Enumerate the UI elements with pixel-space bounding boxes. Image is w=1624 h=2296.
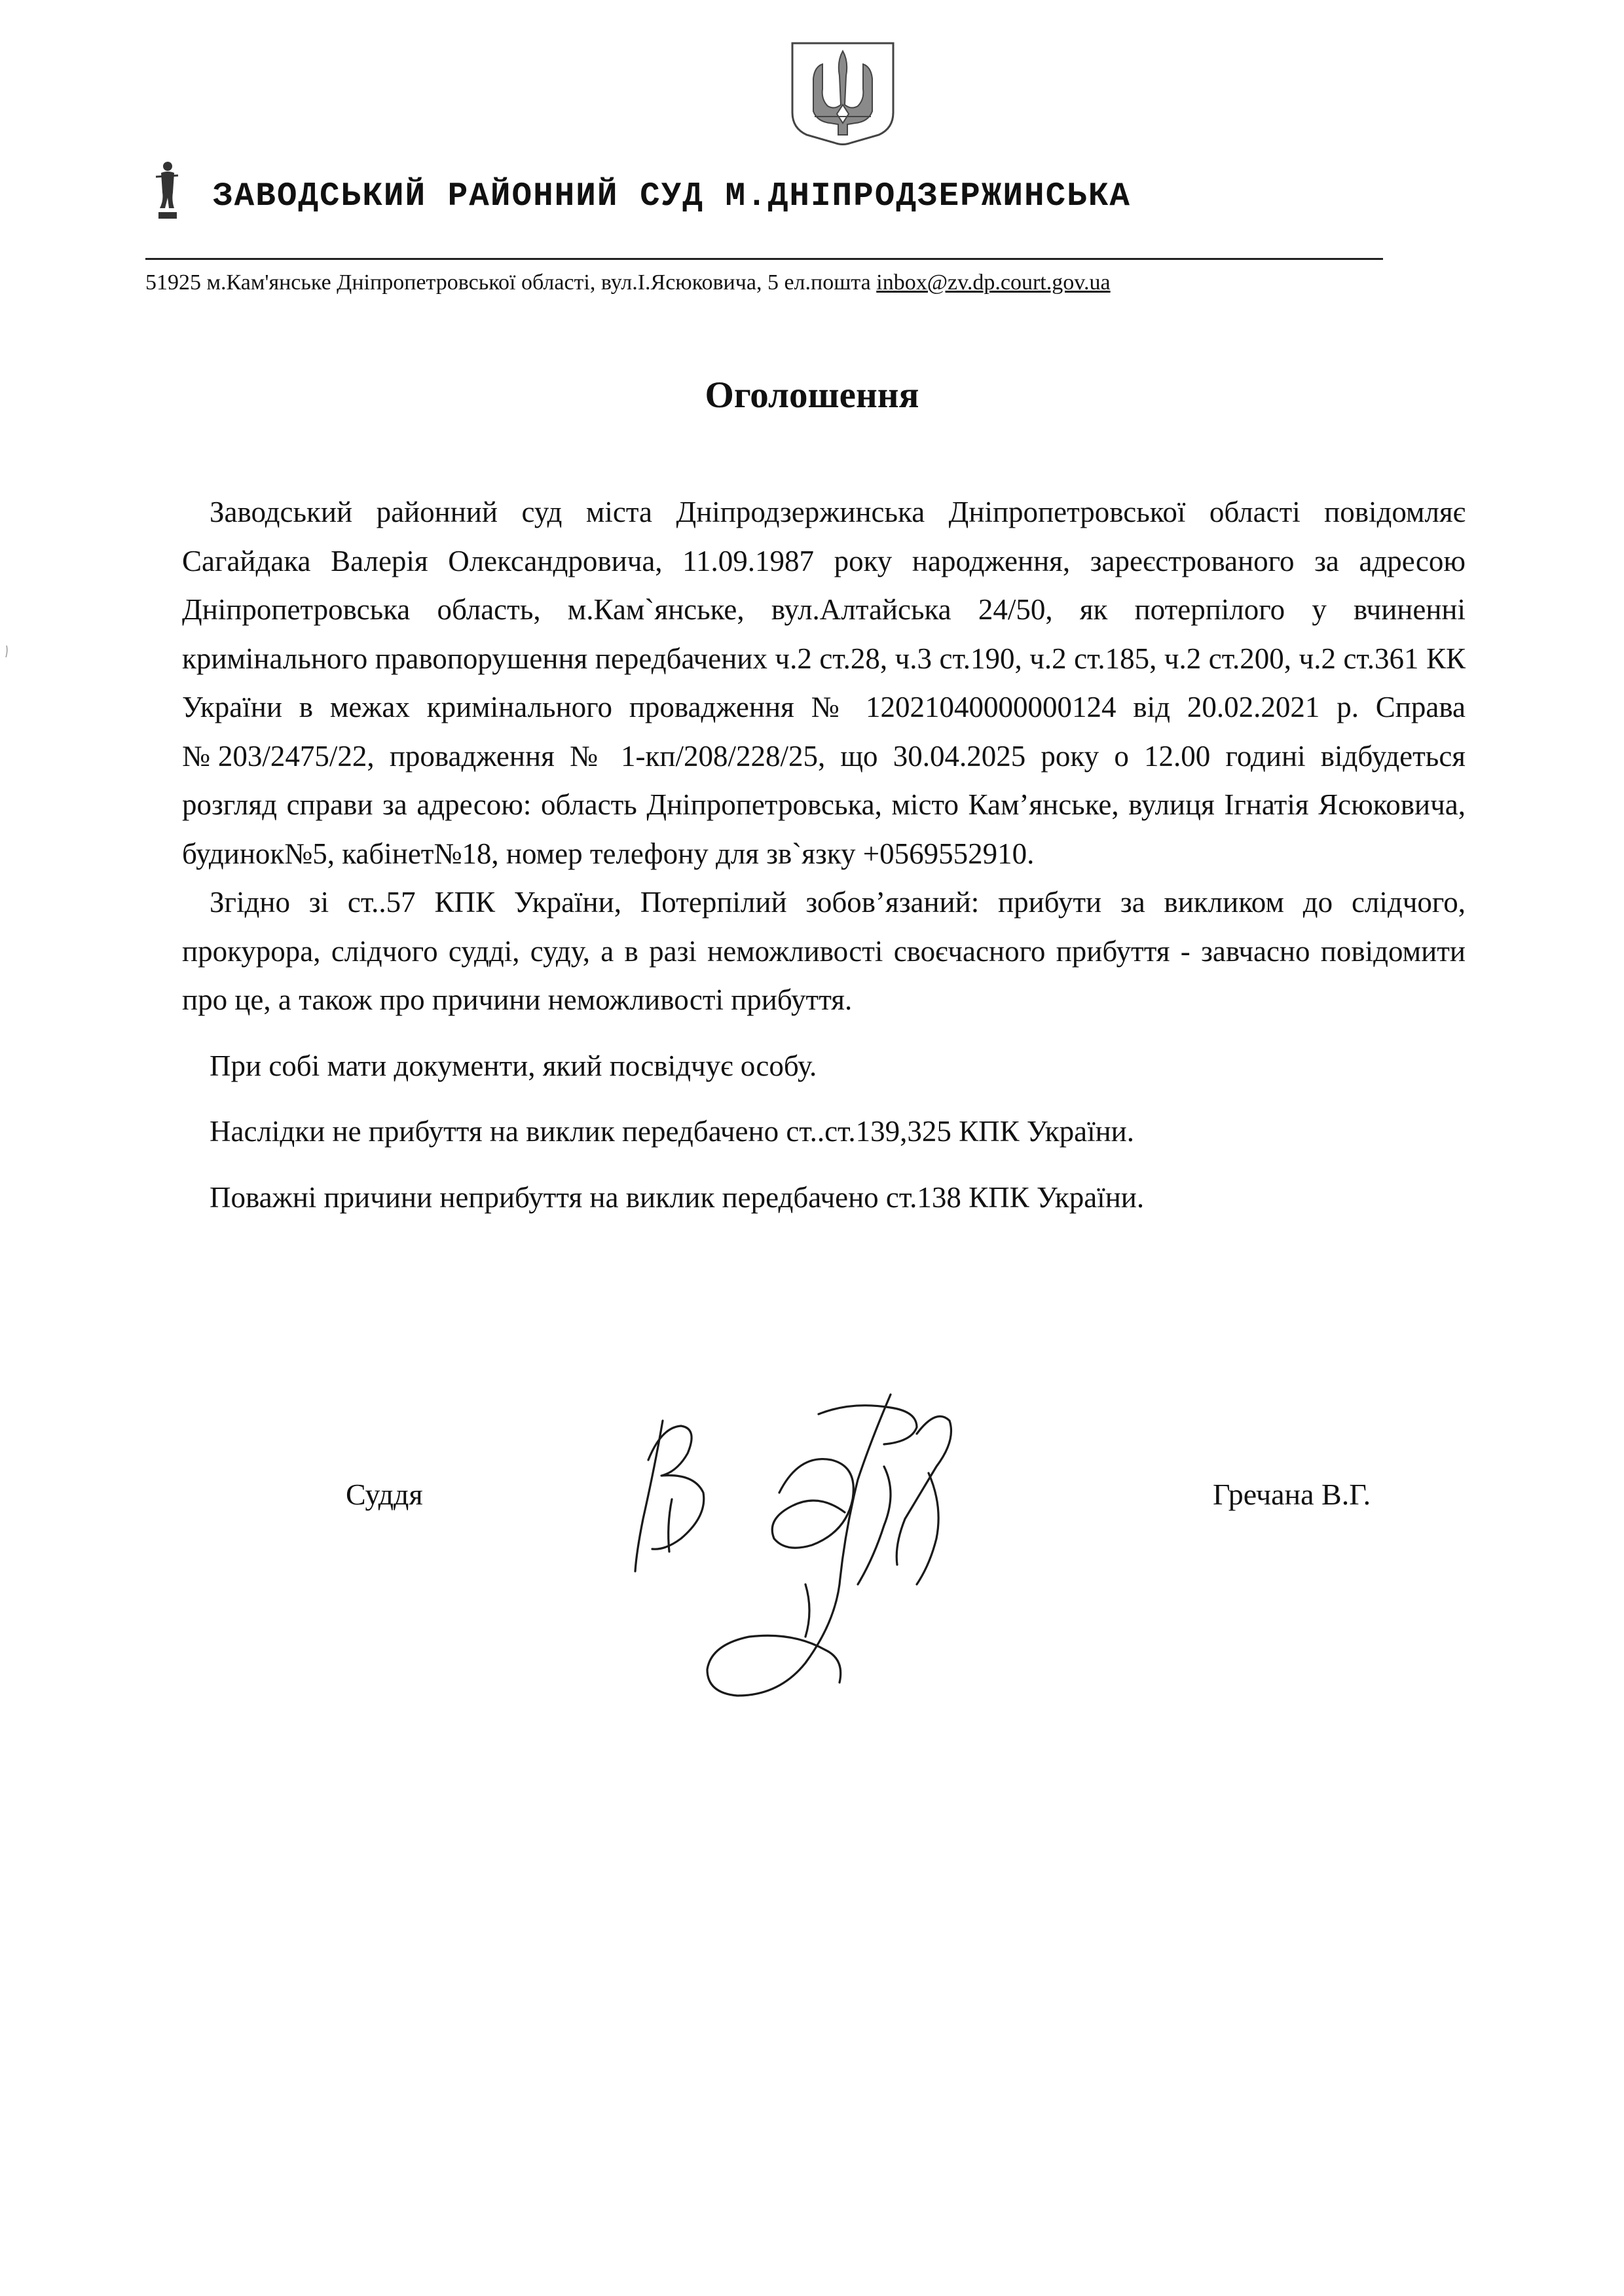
justice-figure-icon bbox=[152, 160, 182, 223]
judge-name: Гречана В.Г. bbox=[1213, 1478, 1371, 1511]
email-link[interactable]: inbox@zv.dp.court.gov.ua bbox=[876, 270, 1111, 295]
trident-emblem-icon bbox=[788, 39, 897, 147]
document-title: Оголошення bbox=[705, 374, 919, 416]
paragraph-consequences: Наслідки не прибуття на виклик передбачено ст..ст.139,325 КПК України. bbox=[210, 1115, 1135, 1148]
paragraph-obligations: Згідно зі ст..57 КПК України, Потерпілий зобов’язаний: прибути за викликом до слідчого, прокурора, слідчого судді, суду, а в разі неможливості своєчасного прибуття - завчасно повідомити про це, а також про причини неможливості прибуття. bbox=[182, 886, 1466, 1016]
paragraph-documents: При собі мати документи, який посвідчує особу. bbox=[210, 1049, 817, 1082]
handwritten-signature bbox=[609, 1388, 1028, 1728]
court-name: ЗАВОДСЬКИЙ РАЙОННИЙ СУД М.ДНІПРОДЗЕРЖИНСЬКА bbox=[213, 178, 1132, 215]
header-divider bbox=[145, 258, 1383, 260]
announcement-body bbox=[182, 488, 1466, 1222]
paragraph-valid-reasons: Поважні причини неприбуття на виклик передбачено ст.138 КПК України. bbox=[210, 1180, 1145, 1214]
paragraph-notice: Заводський районний суд міста Дніпродзержинська Дніпропетровської області повідомляє Сагайдака Валерія Олександровича, 11.09.1987 року народження, зареєстрованого за адресою Дніпропетровська область, м.Кам`янське, вул.Алтайська 24/50, як потерпілого у вчиненні кримінального правопорушення передбачених ч.2 ст.28, ч.3 ст.190, ч.2 ст.185, ч.2 ст.200, ч.2 ст.361 КК України в межах кримінального провадження № 12021040000000124 від 20.02.2021 р. Справа №203/2475/22, провадження № 1-кп/208/228/25, що 30.04.2025 року о 12.00 годині відбудеться розгляд справи за адресою: область Дніпропетровська, місто Кам’янське, вулиця Ігнатія Ясюковича, будинок№5, кабінет№18, номер телефону для зв`язку +0569552910. bbox=[182, 496, 1466, 870]
scan-mark bbox=[5, 646, 9, 657]
address-text: 51925 м.Кам'янське Дніпропетровської області, вул.І.Ясюковича, 5 ел.пошта bbox=[145, 270, 877, 295]
judge-label: Суддя bbox=[346, 1478, 423, 1511]
court-address bbox=[145, 270, 1462, 295]
